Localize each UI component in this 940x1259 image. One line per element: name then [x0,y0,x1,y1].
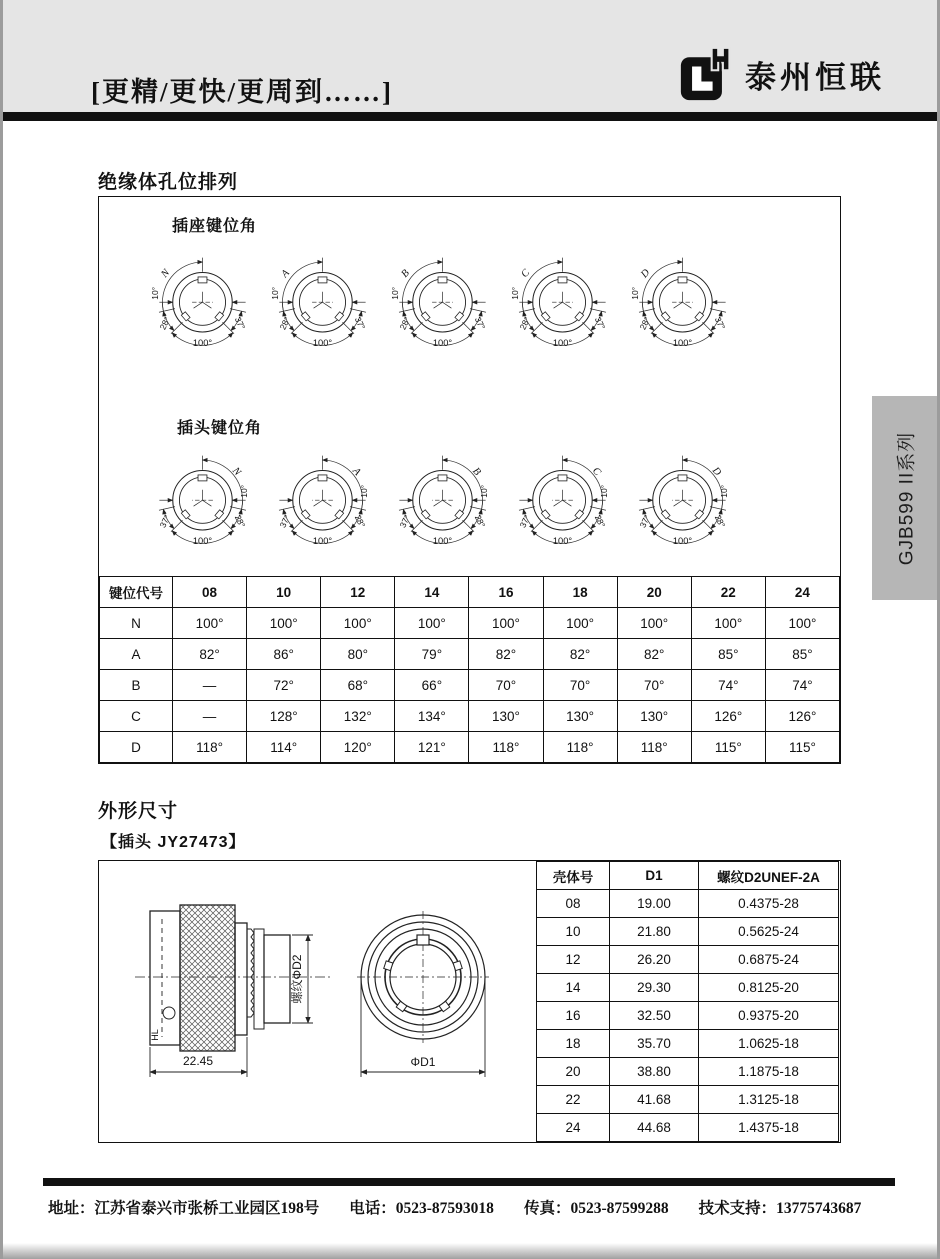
angle-label: 28° [517,315,533,332]
dial-letter: C [589,465,603,479]
dial-letter: N [229,465,243,479]
table-row [537,1114,839,1142]
table-cell: 0.8125-20 [699,974,839,1002]
angle-label: 100° [552,536,573,547]
angle-label: 37° [472,315,488,332]
table-cell: C [100,701,173,732]
table-cell: 19.00 [610,890,699,918]
table-cell: 130° [469,701,543,732]
table-cell: 键位代号 [100,577,173,608]
table-header-row [537,862,839,890]
table-cell: 0.4375-28 [699,890,839,918]
table-cell: 24 [537,1114,610,1142]
angle-label: 37° [517,513,533,530]
table-cell: — [173,670,247,701]
angle-label: 28° [397,315,413,332]
angle-label: 100° [312,536,333,547]
table-row [100,732,840,763]
angle-label: 100° [192,536,213,547]
plug-dial-A [263,445,379,548]
table-cell: 08 [173,577,247,608]
table-cell: 16 [537,1002,610,1030]
table-cell: 08 [537,890,610,918]
table-cell: 82° [173,639,247,670]
table-cell: 44.68 [610,1114,699,1142]
angle-label: 100° [672,338,693,349]
brand-name: 泰州恒联 [745,59,885,95]
table-cell: 100° [765,608,839,639]
key-angle-table [99,576,840,763]
series-tab [872,396,937,600]
section1-title: 绝缘体孔位排列 [98,172,239,193]
angle-label: 28° [157,315,173,332]
hl-mark: HL [150,1029,160,1041]
table-row [100,639,840,670]
table-cell: 118° [617,732,691,763]
angle-label: 10° [359,484,370,498]
table-cell: 10 [537,918,610,946]
series-tab-label: GJB599 II系列 [896,431,917,565]
table-cell: 100° [247,608,321,639]
angle-label: 10° [599,484,610,498]
table-cell: 132° [321,701,395,732]
table-cell: 134° [395,701,469,732]
angle-label: 10° [629,286,640,300]
table-cell: 0.5625-24 [699,918,839,946]
dial-letter: C [519,267,533,281]
angle-label: 10° [389,286,400,300]
table-row [100,608,840,639]
footer [48,1196,861,1218]
table-cell: 螺纹D2UNEF-2A [699,862,839,890]
table-row [537,1002,839,1030]
plug-key-angle-label: 插头键位角 [177,420,263,437]
angle-label: 37° [592,315,608,332]
angle-label: 100° [432,536,453,547]
table-cell: 130° [617,701,691,732]
angle-label: 28° [277,315,293,332]
table-cell: 74° [691,670,765,701]
angle-label: 100° [672,536,693,547]
angle-label: 10° [269,286,280,300]
dial-letter: A [279,267,292,280]
key-angle-panel [98,196,841,764]
table-row [537,946,839,974]
angle-label: 28° [472,513,488,530]
table-row [537,890,839,918]
table-cell: 118° [173,732,247,763]
thread-d2-dim-label: 螺纹ΦD2 [290,954,304,1004]
table-cell: 100° [173,608,247,639]
table-cell: 22 [537,1086,610,1114]
angle-label: 37° [232,315,248,332]
table-cell: 85° [691,639,765,670]
socket-dial-C [503,247,619,350]
connector-drawings [105,865,537,1137]
table-cell: 21.80 [610,918,699,946]
table-cell: 115° [691,732,765,763]
dial-letter: N [159,267,173,281]
footer-phone: 电话：0523-87593018 [349,1200,494,1217]
socket-dial-N [143,247,259,350]
angle-label: 37° [712,315,728,332]
table-cell: 32.50 [610,1002,699,1030]
table-cell: 38.80 [610,1058,699,1086]
dial-letter: B [470,465,483,478]
angle-label: 37° [397,513,413,530]
plug-dial-C [503,445,619,548]
company-logo [679,46,885,102]
table-cell: 82° [469,639,543,670]
socket-dial-B [383,247,499,350]
table-cell: 114° [247,732,321,763]
angle-label: 28° [712,513,728,530]
table-row [100,701,840,732]
table-cell: 79° [395,639,469,670]
angle-label: 37° [157,513,173,530]
table-cell: 66° [395,670,469,701]
table-cell: 22 [691,577,765,608]
angle-label: 100° [192,338,213,349]
table-row [537,1030,839,1058]
table-cell: B [100,670,173,701]
dial-letter: A [350,465,363,478]
table-cell: 0.9375-20 [699,1002,839,1030]
angle-label: 37° [637,513,653,530]
plug-dial-B [383,445,499,548]
table-cell: 1.1875-18 [699,1058,839,1086]
dial-letter: D [639,267,653,281]
footer-rule [43,1178,895,1186]
table-cell: 12 [321,577,395,608]
table-cell: 100° [469,608,543,639]
footer-support: 技术支持：13775743687 [698,1200,862,1217]
plug-dial-N [143,445,259,548]
angle-label: 28° [352,513,368,530]
angle-label: 100° [312,338,333,349]
table-cell: 16 [469,577,543,608]
table-cell: 74° [765,670,839,701]
table-row [537,1086,839,1114]
table-cell: 130° [543,701,617,732]
table-cell: 14 [395,577,469,608]
table-cell: — [173,701,247,732]
table-row [537,974,839,1002]
angle-label: 100° [432,338,453,349]
d1-dim-label: ΦD1 [410,1055,436,1069]
section2-title: 外形尺寸 [98,801,179,822]
table-cell: 10 [247,577,321,608]
table-cell: 100° [617,608,691,639]
dial-letter: D [709,465,723,479]
table-cell: 86° [247,639,321,670]
table-cell: 1.4375-18 [699,1114,839,1142]
table-cell: 126° [691,701,765,732]
table-cell: 85° [765,639,839,670]
angle-label: 10° [509,286,520,300]
table-cell: 20 [537,1058,610,1086]
table-cell: D [100,732,173,763]
table-cell: N [100,608,173,639]
table-cell: 115° [765,732,839,763]
table-cell: 82° [543,639,617,670]
table-cell: 12 [537,946,610,974]
socket-dial-A [263,247,379,350]
table-cell: 118° [469,732,543,763]
table-cell: 70° [469,670,543,701]
angle-label: 10° [239,484,250,498]
plug-dial-row [143,445,739,548]
angle-label: 28° [637,315,653,332]
table-row [537,918,839,946]
table-cell: 26.20 [610,946,699,974]
table-cell: 100° [395,608,469,639]
table-cell: 18 [543,577,617,608]
table-cell: 82° [617,639,691,670]
angle-label: 10° [719,484,730,498]
table-header-row [100,577,840,608]
table-cell: 14 [537,974,610,1002]
page-bottom-edge [3,1243,937,1259]
angle-label: 28° [232,513,248,530]
table-row [100,670,840,701]
header-rule [3,112,937,121]
table-cell: 121° [395,732,469,763]
angle-label: 37° [352,315,368,332]
table-cell: 100° [543,608,617,639]
table-cell: 35.70 [610,1030,699,1058]
table-cell: 120° [321,732,395,763]
angle-label: 28° [592,513,608,530]
footer-address: 地址：江苏省泰兴市张桥工业园区198号 [48,1200,320,1217]
socket-key-angle-label: 插座键位角 [172,218,258,235]
table-cell: 1.3125-18 [699,1086,839,1114]
angle-label: 37° [277,513,293,530]
table-cell: 0.6875-24 [699,946,839,974]
table-row [537,1058,839,1086]
table-cell: 70° [617,670,691,701]
table-cell: 24 [765,577,839,608]
dimensions-panel [98,860,841,1143]
table-cell: 100° [321,608,395,639]
dial-letter: B [399,267,412,280]
table-cell: 29.30 [610,974,699,1002]
table-cell: 41.68 [610,1086,699,1114]
table-cell: 20 [617,577,691,608]
angle-label: 10° [149,286,160,300]
width-dim-label: 22.45 [182,1054,214,1068]
table-cell: 118° [543,732,617,763]
table-cell: 80° [321,639,395,670]
table-cell: 126° [765,701,839,732]
plug-model-label: 【插头 JY27473】 [101,834,246,851]
table-cell: 100° [691,608,765,639]
table-cell: 68° [321,670,395,701]
table-cell: 壳体号 [537,862,610,890]
table-cell: 1.0625-18 [699,1030,839,1058]
header-slogan: [更精/更快/更周到……] [91,77,393,107]
table-cell: 18 [537,1030,610,1058]
socket-dial-D [623,247,739,350]
table-cell: 72° [247,670,321,701]
shell-dimension-table [536,861,839,1142]
table-cell: A [100,639,173,670]
table-cell: 128° [247,701,321,732]
table-cell: 70° [543,670,617,701]
socket-dial-row [143,247,739,350]
angle-label: 10° [479,484,490,498]
footer-fax: 传真：0523-87599288 [523,1200,669,1217]
plug-dial-D [623,445,739,548]
table-cell: D1 [610,862,699,890]
angle-label: 100° [552,338,573,349]
lh-logo-icon [679,46,735,102]
